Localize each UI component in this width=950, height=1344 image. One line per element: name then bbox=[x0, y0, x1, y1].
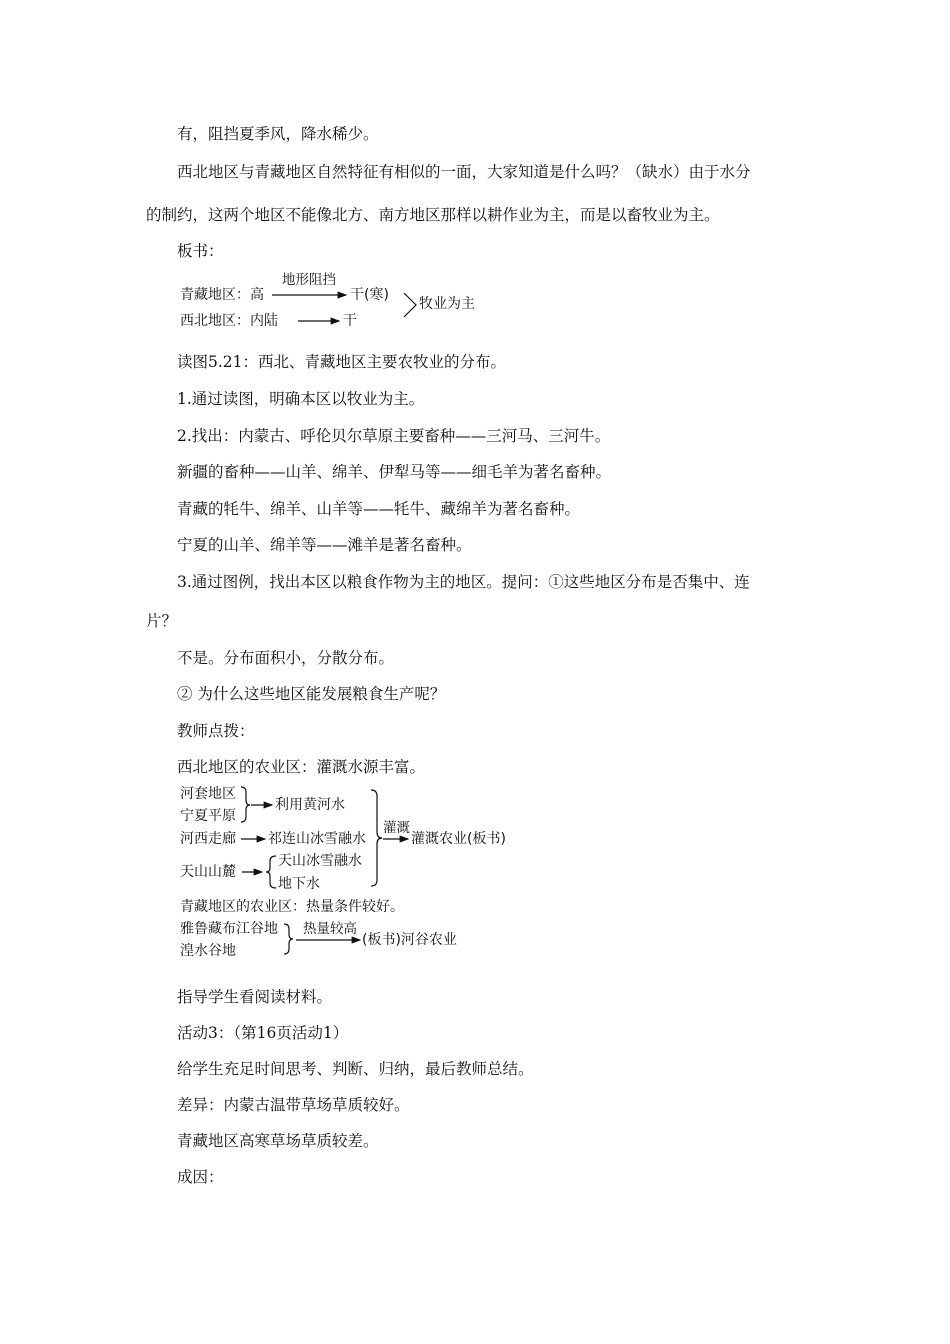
paragraph: ② 为什么这些地区能发展粮食生产呢？ bbox=[177, 685, 446, 703]
paragraph: 2.找出：内蒙古、呼伦贝尔草原主要畜种——三河马、三河牛。 bbox=[177, 427, 611, 445]
diagram1-conclusion: 牧业为主 bbox=[419, 296, 475, 312]
paragraph: 青藏地区高寒草场草质较差。 bbox=[177, 1132, 379, 1150]
diagram2-brace-right bbox=[371, 790, 382, 886]
paragraph: 差异：内蒙古温带草场草质较好。 bbox=[177, 1096, 410, 1114]
diagram2-hexi: 河西走廊 bbox=[180, 831, 236, 847]
diagram2-tianshan: 天山山麓 bbox=[180, 864, 236, 880]
paragraph: 指导学生看阅读材料。 bbox=[177, 988, 333, 1006]
paragraph: 青藏的牦牛、绵羊、山羊等——牦牛、藏绵羊为著名畜种。 bbox=[177, 500, 581, 518]
paragraph: 3.通过图例，找出本区以粮食作物为主的地区。提问：①这些地区分布是否集中、连 bbox=[177, 573, 750, 591]
diagram2-heat-label: 热量较高 bbox=[303, 921, 357, 937]
diagram2-yellow-river: 利用黄河水 bbox=[275, 797, 345, 813]
paragraph: 板书： bbox=[177, 242, 224, 260]
diagram2-huangshui: 湟水谷地 bbox=[180, 943, 236, 959]
diagram1-row1-result: 干(寒) bbox=[350, 287, 389, 303]
paragraph: 新疆的畜种——山羊、绵羊、伊犁马等——细毛羊为著名畜种。 bbox=[177, 463, 612, 481]
paragraph: 1.通过读图，明确本区以牧业为主。 bbox=[177, 390, 425, 408]
diagram2-irrigation-result: 灌溉农业(板书) bbox=[411, 831, 506, 847]
diagram1-arrow-label: 地形阻挡 bbox=[282, 272, 336, 288]
diagram2-brace-left bbox=[241, 787, 250, 822]
diagram2-hetao: 河套地区 bbox=[180, 786, 236, 802]
diagram1-row1-label: 青藏地区：高 bbox=[180, 287, 264, 303]
diagram1-bracket bbox=[404, 293, 416, 317]
paragraph: 有，阻挡夏季风，降水稀少。 bbox=[177, 125, 379, 143]
diagram2-brace-tianshan bbox=[266, 856, 276, 888]
paragraph: 读图5.21：西北、青藏地区主要农牧业的分布。 bbox=[177, 353, 507, 371]
diagram2-groundwater: 地下水 bbox=[278, 876, 320, 892]
paragraph: 成因： bbox=[177, 1168, 224, 1186]
paragraph: 给学生充足时间思考、判断、归纳，最后教师总结。 bbox=[177, 1060, 534, 1078]
diagram2-yarlung: 雅鲁藏布江谷地 bbox=[180, 921, 278, 937]
diagram2-valley-result: (板书)河谷农业 bbox=[362, 932, 457, 948]
diagram1-row2-label: 西北地区：内陆 bbox=[180, 313, 278, 329]
diagram2-qilian: 祁连山冰雪融水 bbox=[268, 831, 366, 847]
diagram2-ningxia: 宁夏平原 bbox=[180, 808, 236, 824]
diagram1-row2-result: 干 bbox=[343, 313, 357, 329]
paragraph: 宁夏的山羊、绵羊等——滩羊是著名畜种。 bbox=[177, 536, 472, 554]
paragraph: 教师点拨： bbox=[177, 722, 255, 740]
paragraph: 不是。分布面积小，分散分布。 bbox=[177, 649, 395, 667]
diagram2-irrigate-label: 灌溉 bbox=[383, 820, 410, 836]
diagram2-qingzang-heading: 青藏地区的农业区：热量条件较好。 bbox=[180, 899, 404, 915]
paragraph: 西北地区的农业区：灌溉水源丰富。 bbox=[177, 758, 426, 776]
paragraph: 的制约，这两个地区不能像北方、南方地区那样以耕作业为主，而是以畜牧业为主。 bbox=[146, 206, 720, 224]
paragraph: 西北地区与青藏地区自然特征有相似的一面，大家知道是什么吗？（缺水）由于水分 bbox=[177, 163, 751, 181]
paragraph: 片？ bbox=[146, 612, 178, 630]
paragraph: 活动3：（第16页活动1） bbox=[177, 1024, 349, 1042]
diagram2-tianshan-water: 天山冰雪融水 bbox=[278, 853, 362, 869]
diagram2-brace-valley bbox=[284, 924, 293, 954]
